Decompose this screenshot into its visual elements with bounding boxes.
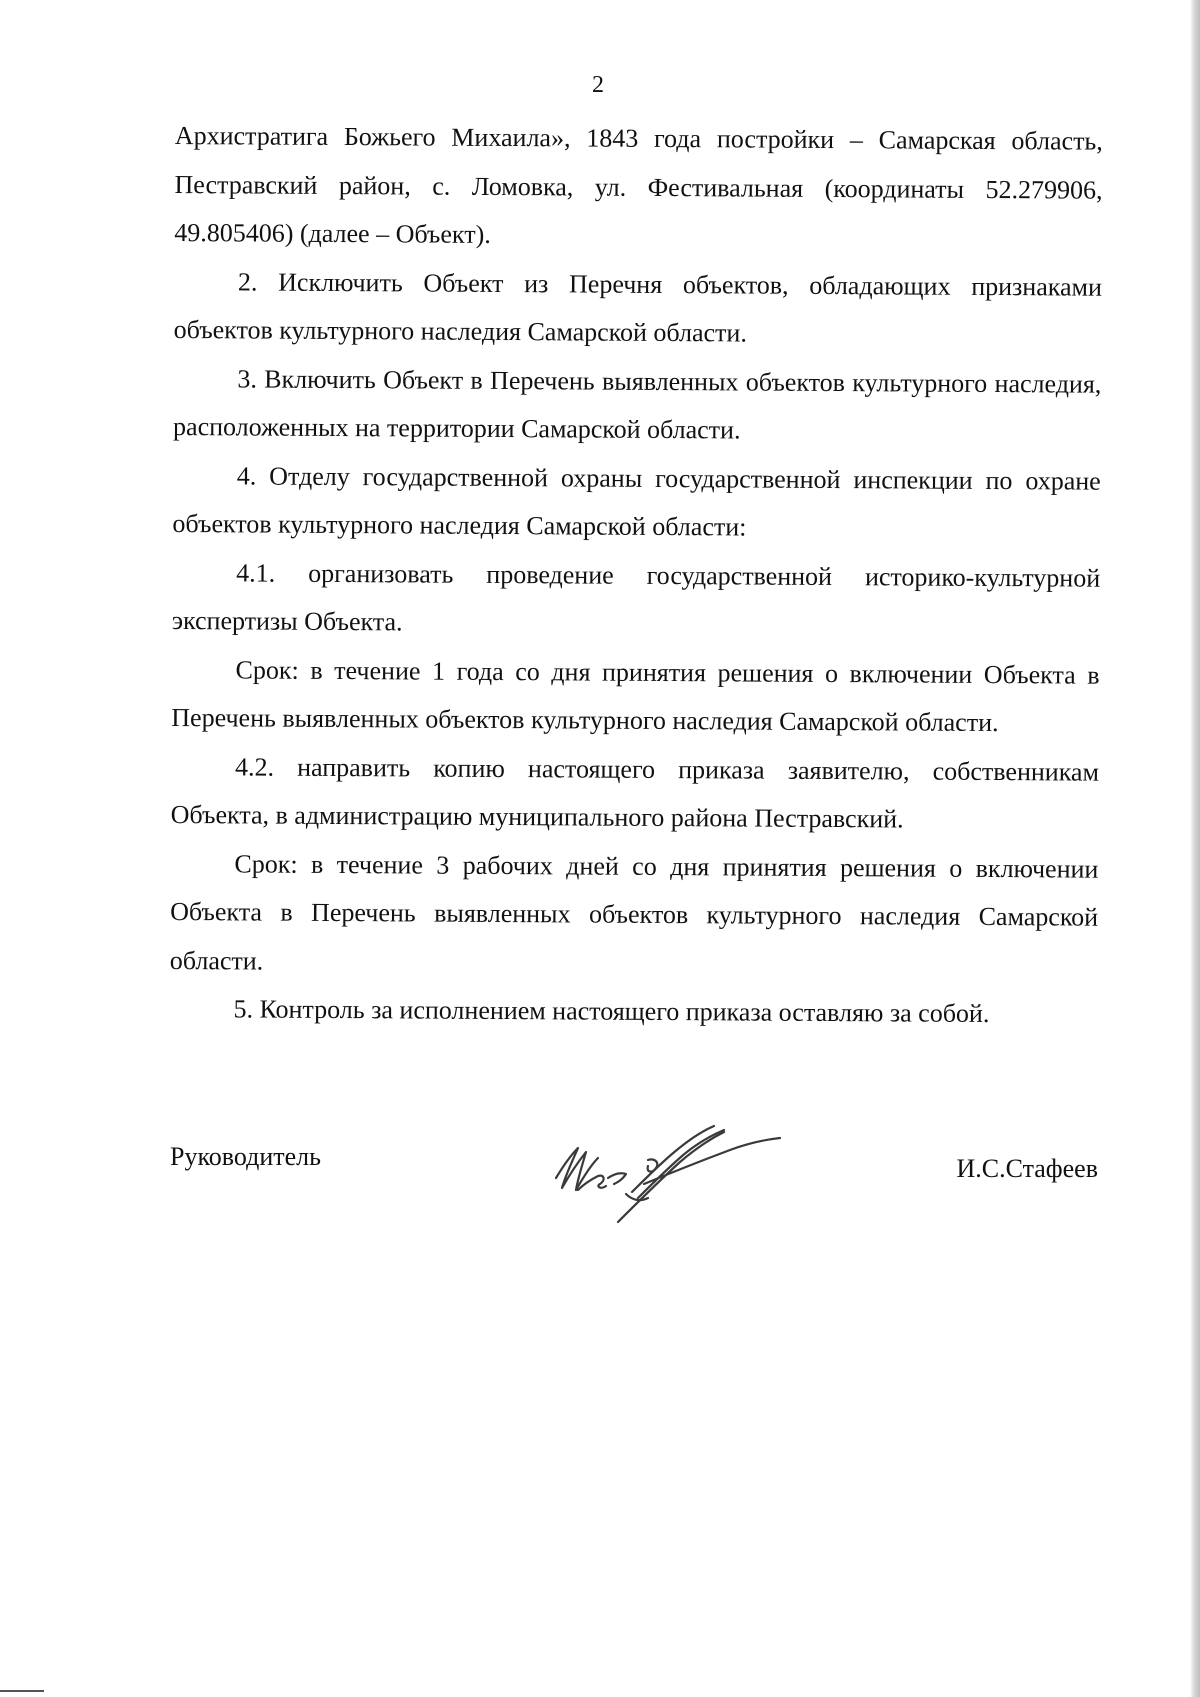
- document-body: [169, 112, 1103, 1039]
- paragraph-item-4-2: 4.2. направить копию настоящего приказа заявителю, собственникам Объекта, в администрацию муниципального района Пестравский.: [170, 751, 1100, 834]
- page-number: 2: [592, 72, 604, 98]
- handwritten-signature: [548, 1118, 788, 1228]
- paragraph-object-description: Архистратига Божьего Михаила», 1843 года постройки – Самарская область, Пестравский район, с. Ломовка, ул. Фестивальная (координаты 52.279906, 49.805406) (далее – Объект).: [174, 120, 1103, 249]
- scan-corner-mark: [0, 1690, 44, 1692]
- signature-block: [170, 1118, 1098, 1238]
- signatory-name: И.С.Стафеев: [956, 1154, 1098, 1183]
- paragraph-item-2: 2. Исключить Объект из Перечня объектов, обладающих признаками объектов культурного наследия Самарской области.: [173, 266, 1103, 348]
- scan-edge-shadow: [1190, 0, 1200, 1697]
- paragraph-deadline-4-1: Срок: в течение 1 года со дня принятия решения о включении Объекта в Перечень выявленных объектов культурного наследия Самарской области.: [171, 654, 1100, 738]
- paragraph-deadline-4-2: Срок: в течение 3 рабочих дней со дня принятия решения о включении Объекта в Перечень выявленных объектов культурного наследия Самарской области.: [169, 848, 1099, 976]
- paragraph-item-4: 4. Отделу государственной охраны государственной инспекции по охране объектов культурного наследия Самарской области:: [172, 460, 1101, 542]
- signatory-role: Руководитель: [170, 1142, 321, 1171]
- paragraph-item-3: 3. Включить Объект в Перечень выявленных объектов культурного наследия, расположенных на территории Самарской области.: [172, 363, 1102, 445]
- paragraph-item-5: 5. Контроль за исполнением настоящего приказа оставляю за собой.: [233, 994, 990, 1028]
- paragraph-item-4-1: 4.1. организовать проведение государственной историко-культурной экспертизы Объекта.: [171, 557, 1101, 637]
